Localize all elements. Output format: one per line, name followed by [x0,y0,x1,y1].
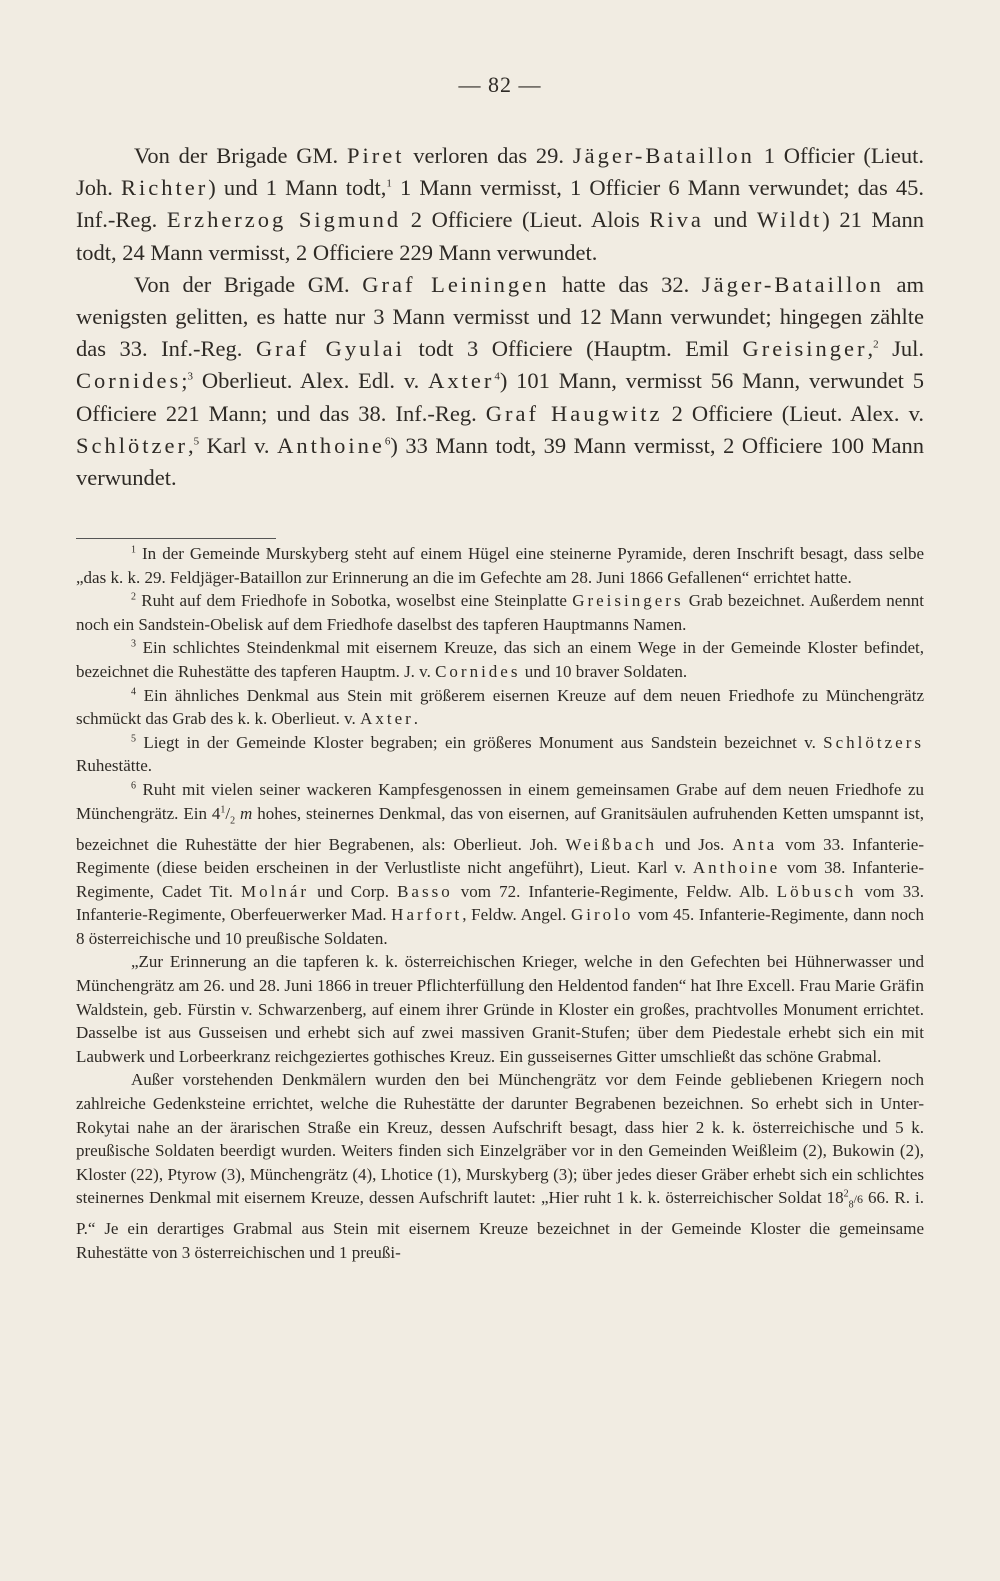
spaced-name: Basso [397,881,453,901]
spaced-name: Girolo [571,905,634,925]
footnote-4: $^4$ Ein ähnliches Denkmal aus Stein mit größerem eisernen Kreuze auf dem neuen Friedhofe zu Münchengrätz schmückt das Grab des k. k. Oberlieut. v. Axter. [76,685,924,729]
footnote-6: $^6$ Ruht mit vielen seiner wackeren Kampfesgenossen in einem gemeinsamen Grabe auf dem neuen Friedhofe zu Münchengrätz. Ein $4^1/_2$ m hohes, steinernes Denkmal, das von eisernen, auf Granitsäulen aufruhenden Ketten umspannt ist, bezeichnet die Ruhestätte der hier Begrabenen, als: Oberlieut. Joh. Weißbach und Jos. Anta vom 33. Infanterie-Regimente (diese beiden erscheinen in der Verlustliste nicht angeführt), Lieut. Karl v. Anthoine vom 38. Infanterie-Regimente, Cadet Tit. Molnár und Corp. Basso vom 72. Infanterie-Regimente, Feldw. Alb. Löbusch vom 33. Infanterie-Regimente, Oberfeuerwerker Mad. Harfort, Feldw. Angel. Girolo vom 45. Infanterie-Regimente, dann noch 8 österreichische und 10 preußische Soldaten. [76,779,925,948]
spaced-name: Jäger-Bataillon [572,143,755,168]
spaced-name: Graf Gyulai [255,336,405,362]
spaced-name: Riva [649,207,704,233]
spaced-name: Axter [360,709,414,729]
spaced-name: Greisingers [572,591,684,611]
spaced-name: Richter [121,175,209,201]
spaced-name: Piret [346,143,405,168]
spaced-name: Axter [428,368,495,394]
footnote-ref: 3 [187,370,194,383]
footnote-divider [76,538,276,539]
spaced-name: Wildt [756,207,823,233]
spaced-name: Schlötzers [823,732,924,752]
paragraph-brigade-leiningen: Von der Brigade GM. Graf Leiningen hatte das 32. Jäger-Bataillon am wenigsten gelitten, es hatte nur 3 Mann vermisst und 12 Mann verwundet; hingegen zählte das 33. Inf.-Reg. Graf Gyulai todt 3 Officiere (Hauptm. Emil Greisinger,$^2$ Jul. Cornides;$^3$ Oberlieut. Alex. Edl. v. Axter$^4$) 101 Mann, vermisst 56 Mann, verwundet 5 Officiere 221 Mann; und das 38. Inf.-Reg. Graf Haugwitz 2 Officiere (Lieut. Alex. v. Schlötzer,$^5$ Karl v. Anthoine$^6$) 33 Mann todt, 39 Mann vermisst, 2 Officiere 100 Mann verwundet. [76,271,925,491]
spaced-name: Harfort [391,905,463,925]
spaced-name: Weißbach [565,834,658,854]
paragraph-brigade-piret: Von der Brigade GM. Piret verloren das 29. Jäger-Bataillon 1 Officier (Lieut. Joh. Richter) und 1 Mann todt,$^1$ 1 Mann vermisst, 1 Officier 6 Mann verwundet; das 45. Inf.-Reg. Erzherzog Sigmund 2 Officiere (Lieut. Alois Riva und Wildt) 21 Mann todt, 24 Mann vermisst, 2 Officiere 229 Mann verwundet. [76,143,924,265]
spaced-name: Anthoine [277,432,385,458]
footnote-2: $^2$ Ruht auf dem Friedhofe in Sobotka, woselbst eine Steinplatte Greisingers Grab bezeichnet. Außerdem nennt noch ein Sandstein-Obelisk auf dem Friedhofe daselbst des tapferen Hauptmanns Namen. [76,591,924,634]
spaced-name: Anthoine [692,858,781,878]
footnote-ref: 6 [384,435,391,448]
spaced-name: Jäger-Bataillon [701,271,884,297]
spaced-name: Graf Haugwitz [485,400,663,426]
spaced-name: Anta [732,834,778,854]
footnote-3: $^3$ Ein schlichtes Steindenkmal mit eisernem Kreuze, das sich an einem Wege in der Gemeinde Kloster befindet, bezeichnet die Ruhestätte des tapferen Hauptm. J. v. Cornides und 10 braver Soldaten. [76,638,924,681]
memorials-paragraph: Außer vorstehenden Denkmälern wurden den bei Münchengrätz vor dem Feinde gebliebenen Kriegern noch zahlreiche Gedenksteine errichtet, welche die Ruhestätte der darunter Begrabenen bezeichnen. So erhebt sich in Unter-Rokytai nahe an der ärarischen Straße ein Kreuz, dessen Aufschrift besagt, dass hier 2 k. k. österreichische und 5 k. preußische Soldaten beerdigt wurden. Weiters finden sich Einzelgräber vor in den Gemeinden Weißleim (2), Bukowin (2), Kloster (22), Ptyrow (3), Münchengrätz (4), Lhotice (1), Murskyberg (3); über jedes dieser Gräber erhebt sich ein schlichtes steinernes Denkmal mit eisernem Kreuze, dessen Aufschrift lautet: „Hier ruht 1 k. k. österreichischer Soldat $18^2_8/6$ 66. R. i. P.“ Je ein derartiges Grabmal aus Stein mit eisernem Kreuze bezeichnet in der Gemeinde Kloster die gemeinsame Ruhestätte von 3 österreichischen und 1 preußi- [76,1070,925,1262]
footnote-1: $^1$ In der Gemeinde Murskyberg steht auf einem Hügel eine steinerne Pyramide, deren Inschrift besagt, dass selbe „das k. k. 29. Feldjäger-Bataillon zur Erinnerung an die im Gefechte am 28. Juni 1866 Gefallenen“ errichtet hatte. [76,544,924,587]
footnote-5: $^5$ Liegt in der Gemeinde Kloster begraben; ein größeres Monument aus Sandstein bezeichnet v. Schlötzers Ruhestätte. [76,732,924,776]
spaced-name: Löbusch [776,881,857,901]
footnote-ref: 4 [494,370,500,383]
footnote-ref: 2 [873,338,879,351]
footnote-ref: 1 [386,177,392,190]
main-text [76,140,924,494]
footnotes [76,542,924,1265]
spaced-name: Erzherzog Sigmund [166,207,402,233]
spaced-name: Schlötzer [76,432,188,458]
spaced-name: Cornides [76,368,182,394]
spaced-name: Greisinger [742,336,868,362]
page-number: — 82 — [458,72,542,97]
spaced-name: Graf Leiningen [362,271,550,297]
monument-paragraph: „Zur Erinnerung an die tapferen k. k. österreichischen Krieger, welche in den Gefechten bei Hühnerwasser und Münchengrätz am 26. und 28. Juni 1866 in treuer Pflichterfüllung den Heldentod fanden“ hat Ihre Excell. Frau Marie Gräfin Waldstein, geb. Fürstin v. Schwarzenberg, auf einem ihrer Gründe in Kloster ein großes, prachtvolles Monument errichtet. Dasselbe ist aus Gusseisen und erhebt sich auf zwei massiven Granit-Stufen; über dem Piedestale erhebt sich ein mit Laubwerk und Lorbeerkranz reichgeziertes gothisches Kreuz. Ein gusseisernes Gitter umschließt das schöne Grabmal. [76,952,924,1066]
spaced-name: Cornides [435,661,521,681]
spaced-name: Molnár [241,881,310,901]
footnote-ref: 5 [193,435,200,448]
